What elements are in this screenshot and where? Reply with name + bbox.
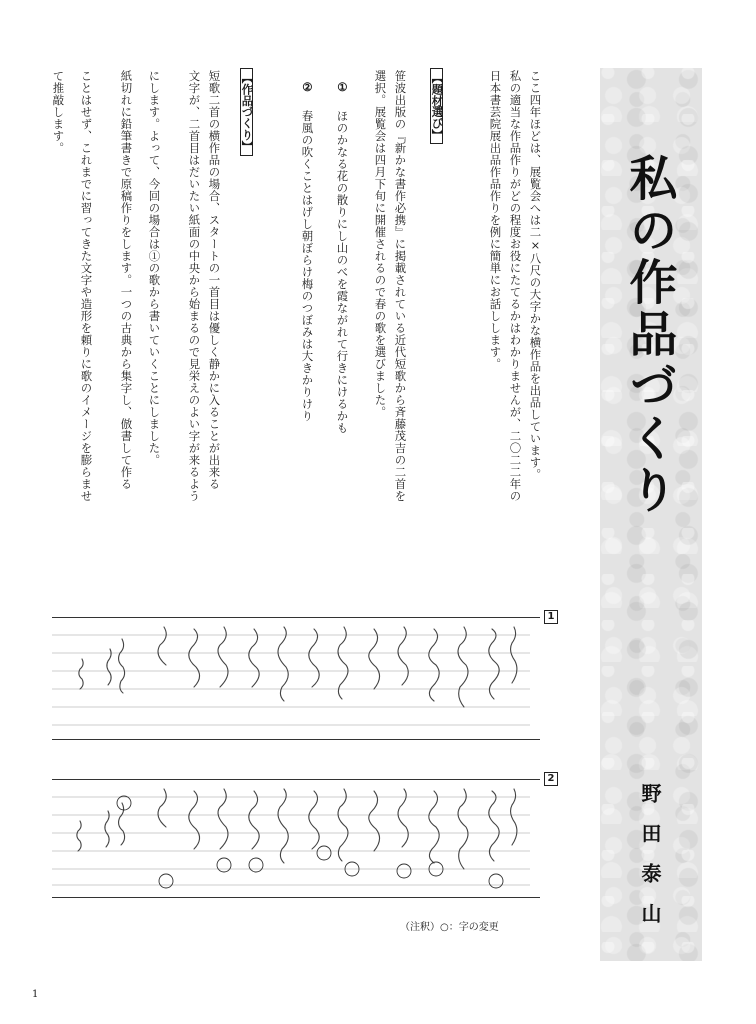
intro-line-1: ここ四年ほどは、展覧会へは二×八尺の大字かな横作品を出品しています。 <box>528 70 543 481</box>
intro-line-3: 日本書芸院展出品作品作りを例に簡単にお話しします。 <box>488 70 503 370</box>
making-line-4: 紙切れに鉛筆書きで原稿作りをします。一つの古典から集字し、倣書して作る <box>119 70 134 490</box>
poem-number-1: ① <box>335 80 350 95</box>
figure-label-1: 1 <box>544 610 558 624</box>
making-line-1: 短歌二首の横作品の場合、スタートの一首目は優しく静かに入ることが出来る <box>207 70 222 490</box>
figure-1-top-rule <box>52 617 540 618</box>
handwritten-draft-2 <box>52 781 530 895</box>
poem-text-2: 春風の吹くことはげし朝ぼらけ梅のつぼみは大きかりけり <box>300 110 315 422</box>
author-name: 野田泰山 <box>638 783 662 943</box>
poem-number-2: ② <box>300 80 315 95</box>
draft-manuscript-2 <box>52 781 530 895</box>
body-text <box>0 0 590 600</box>
section-heading-making: 【作品づくり】 <box>240 68 253 156</box>
topic-line-2: 選択。展覧会は四月下旬に開催されるので春の歌を選びました。 <box>373 70 388 418</box>
intro-line-2: 私の適当な作品作りがどの程度お役にたてるかはわかりませんが、二〇二二年の <box>508 70 523 502</box>
making-line-3: にします。よって、今回の場合は①の歌から書いていくことにしました。 <box>147 70 162 466</box>
figure-label-2: 2 <box>544 772 558 786</box>
title-sidebar <box>600 68 702 961</box>
page-number: 1 <box>32 989 39 1000</box>
section-heading-topic: 【題材選び】 <box>430 68 443 144</box>
making-line-2: 文字が、二首目はだいたい紙面の中央から始まるので見栄えのよい字が来るよう <box>187 70 202 502</box>
annotation-note: （注釈）○：字の変更 <box>400 922 499 933</box>
figure-2-top-rule <box>52 779 540 780</box>
making-line-6: て推敲します。 <box>51 70 66 154</box>
draft-manuscript-1 <box>52 619 530 737</box>
figure-1-bottom-rule <box>52 739 540 740</box>
handwritten-draft-1 <box>52 619 530 737</box>
making-line-5: ことはせず、これまでに習ってきた文字や造形を頼りに歌のイメージを膨らませ <box>79 70 94 502</box>
figure-2-bottom-rule <box>52 897 540 898</box>
page-title: 私の作品づくり <box>621 153 677 517</box>
topic-line-1: 笹波出版の『新かな書作必携』に掲載されている近代短歌から斉藤茂吉の二首を <box>393 70 408 502</box>
poem-text-1: ほのかなる花の散りにし山のべを霞ながれて行きにけるかも <box>335 110 350 434</box>
